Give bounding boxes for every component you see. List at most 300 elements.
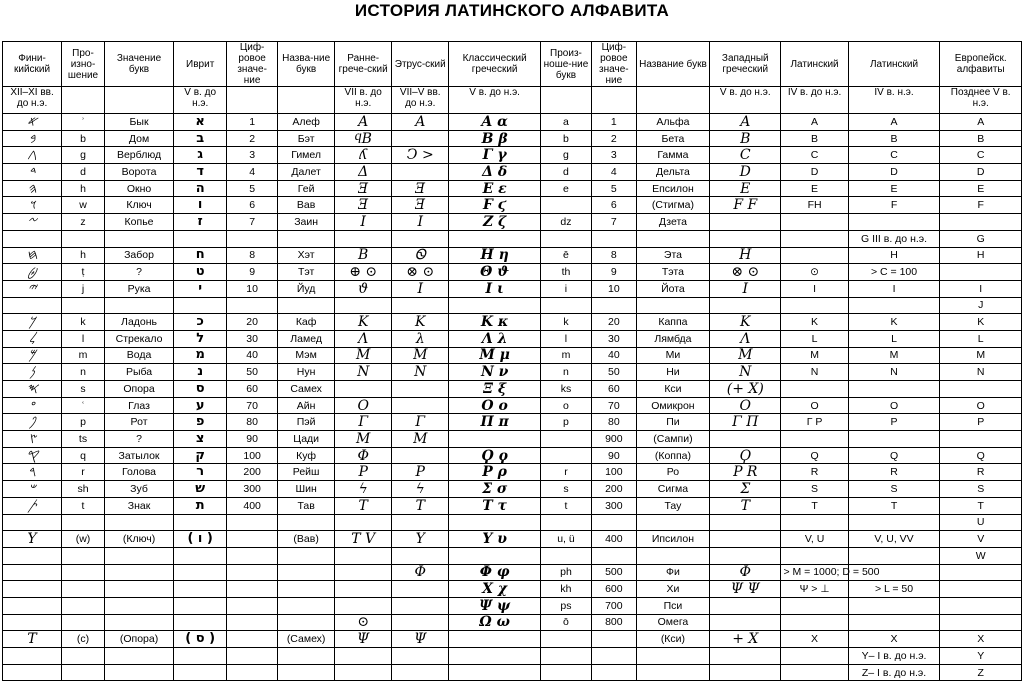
table-row: [3, 197, 1022, 214]
table-cell: 80: [227, 414, 278, 431]
table-cell: [3, 597, 62, 614]
table-cell: 100: [591, 464, 636, 481]
table-cell: 𐤃: [3, 164, 62, 181]
table-cell: B: [710, 130, 781, 147]
table-cell: Гамма: [636, 147, 709, 164]
table-cell: [104, 581, 173, 598]
table-cell: Бык: [104, 114, 173, 131]
table-cell: N: [392, 364, 449, 381]
table-cell: Ↄ >: [392, 147, 449, 164]
column-header: Ранне-грече-ский: [335, 42, 392, 87]
table-cell: G III в. до н.э.: [848, 230, 940, 247]
table-cell: Γ Π: [710, 414, 781, 431]
table-cell: Эта: [636, 247, 709, 264]
table-cell: [3, 564, 62, 581]
table-cell: [710, 664, 781, 681]
table-cell: [449, 431, 541, 448]
table-cell: H: [940, 247, 1022, 264]
table-cell: Ǝ: [392, 197, 449, 214]
table-cell: Каппа: [636, 314, 709, 331]
table-cell: I: [940, 280, 1022, 297]
table-cell: [278, 597, 335, 614]
table-cell: ?: [104, 264, 173, 281]
column-subheader: IV в. до н.э.: [781, 87, 848, 114]
table-cell: m: [540, 347, 591, 364]
table-cell: (Самех): [278, 631, 335, 648]
table-cell: dz: [540, 214, 591, 231]
table-cell: 𐤉: [3, 280, 62, 297]
column-subheader: [227, 87, 278, 114]
table-cell: T: [710, 497, 781, 514]
table-cell: [781, 431, 848, 448]
table-cell: C: [781, 147, 848, 164]
table-cell: [174, 230, 227, 247]
table-cell: Фи: [636, 564, 709, 581]
table-cell: [710, 230, 781, 247]
column-subheader: Позднее V в. н.э.: [940, 87, 1022, 114]
table-cell: Λ λ: [449, 330, 541, 347]
table-cell: [636, 514, 709, 531]
table-cell: Куф: [278, 447, 335, 464]
table-cell: ⊗ ⊙: [392, 264, 449, 281]
table-cell: [335, 648, 392, 665]
table-cell: [3, 297, 62, 314]
table-cell: > M = 1000; D = 500: [781, 564, 848, 581]
table-cell: I: [848, 280, 940, 297]
table-cell: Дом: [104, 130, 173, 147]
table-cell: o: [540, 397, 591, 414]
table-cell: A: [848, 114, 940, 131]
table-cell: D: [710, 164, 781, 181]
table-row: [3, 531, 1022, 548]
table-cell: [591, 547, 636, 564]
table-cell: Δ: [335, 164, 392, 181]
table-cell: 𐤓: [3, 464, 62, 481]
table-cell: 200: [591, 481, 636, 498]
table-cell: T V: [335, 531, 392, 548]
table-cell: 70: [591, 397, 636, 414]
table-cell: Φ φ: [449, 564, 541, 581]
table-cell: פ: [174, 414, 227, 431]
table-cell: [227, 564, 278, 581]
table-row: [3, 280, 1022, 297]
table-cell: Ǝ: [392, 180, 449, 197]
table-cell: T: [392, 497, 449, 514]
table-cell: λ: [392, 330, 449, 347]
table-row: [3, 330, 1022, 347]
table-cell: [104, 614, 173, 631]
table-cell: [392, 547, 449, 564]
table-cell: 3: [227, 147, 278, 164]
table-cell: V, U, VV: [848, 531, 940, 548]
table-cell: [174, 514, 227, 531]
table-cell: Йуд: [278, 280, 335, 297]
table-cell: ז: [174, 214, 227, 231]
table-cell: [392, 614, 449, 631]
table-cell: 2: [591, 130, 636, 147]
table-cell: [540, 297, 591, 314]
table-cell: [848, 297, 940, 314]
table-cell: K: [848, 314, 940, 331]
table-cell: [278, 297, 335, 314]
table-cell: ס: [174, 381, 227, 398]
table-cell: ר: [174, 464, 227, 481]
table-cell: [940, 597, 1022, 614]
column-header: Европейск. алфавиты: [940, 42, 1022, 87]
table-cell: [848, 381, 940, 398]
table-cell: d: [540, 164, 591, 181]
table-cell: [540, 230, 591, 247]
table-cell: K: [392, 314, 449, 331]
table-cell: 90: [591, 447, 636, 464]
table-cell: Υ υ: [449, 531, 541, 548]
table-cell: 70: [227, 397, 278, 414]
table-cell: Λ: [335, 330, 392, 347]
table-row: [3, 247, 1022, 264]
table-cell: 𐤆: [3, 214, 62, 231]
table-cell: i: [540, 280, 591, 297]
table-cell: ϥB: [335, 130, 392, 147]
column-header: Фини-кийский: [3, 42, 62, 87]
column-subheader: IV в. н.э.: [848, 87, 940, 114]
table-cell: [449, 631, 541, 648]
table-cell: [591, 230, 636, 247]
table-cell: [62, 597, 105, 614]
table-cell: Сигма: [636, 481, 709, 498]
table-cell: ?: [104, 431, 173, 448]
table-cell: Ζ ζ: [449, 214, 541, 231]
table-cell: Бета: [636, 130, 709, 147]
table-cell: [104, 597, 173, 614]
table-cell: [449, 648, 541, 665]
table-cell: Φ: [710, 564, 781, 581]
table-cell: [449, 547, 541, 564]
table-cell: 10: [591, 280, 636, 297]
table-cell: b: [62, 130, 105, 147]
table-cell: Хи: [636, 581, 709, 598]
table-row: [3, 397, 1022, 414]
table-cell: [104, 230, 173, 247]
table-cell: R: [781, 464, 848, 481]
table-cell: [174, 581, 227, 598]
table-cell: [335, 230, 392, 247]
column-subheader: [62, 87, 105, 114]
table-cell: Гей: [278, 180, 335, 197]
table-cell: M: [392, 347, 449, 364]
table-cell: B: [848, 130, 940, 147]
table-cell: Γ P: [781, 414, 848, 431]
table-cell: [227, 514, 278, 531]
table-cell: 30: [227, 330, 278, 347]
table-cell: b: [540, 130, 591, 147]
column-subheader: VII–V вв. до н.э.: [392, 87, 449, 114]
table-cell: E: [710, 180, 781, 197]
table-cell: Α α: [449, 114, 541, 131]
table-cell: M: [335, 431, 392, 448]
table-cell: [3, 547, 62, 564]
table-cell: [392, 397, 449, 414]
table-cell: Нун: [278, 364, 335, 381]
table-cell: FH: [781, 197, 848, 214]
column-subheader: V в. до н.э.: [174, 87, 227, 114]
table-cell: Ладонь: [104, 314, 173, 331]
table-cell: Ǝ: [335, 197, 392, 214]
table-cell: n: [540, 364, 591, 381]
table-cell: [62, 297, 105, 314]
table-cell: [940, 564, 1022, 581]
table-cell: א: [174, 114, 227, 131]
table-cell: [104, 648, 173, 665]
table-cell: Γ: [392, 414, 449, 431]
table-cell: Ипсилон: [636, 531, 709, 548]
table-cell: 8: [591, 247, 636, 264]
table-cell: Ξ ξ: [449, 381, 541, 398]
table-cell: Ψ: [392, 631, 449, 648]
table-cell: 𐤐: [3, 414, 62, 431]
table-row: [3, 314, 1022, 331]
table-cell: [62, 547, 105, 564]
table-cell: C: [940, 147, 1022, 164]
table-cell: a: [540, 114, 591, 131]
table-cell: C: [710, 147, 781, 164]
table-cell: [392, 597, 449, 614]
table-cell: [940, 614, 1022, 631]
table-cell: Дзета: [636, 214, 709, 231]
table-cell: 60: [591, 381, 636, 398]
table-cell: ש: [174, 481, 227, 498]
table-cell: E: [940, 180, 1022, 197]
table-cell: י: [174, 280, 227, 297]
table-cell: 90: [227, 431, 278, 448]
table-cell: 𐤄: [3, 180, 62, 197]
table-cell: Κ κ: [449, 314, 541, 331]
table-cell: 300: [227, 481, 278, 498]
table-cell: N: [335, 364, 392, 381]
table-cell: 40: [227, 347, 278, 364]
table-row: [3, 147, 1022, 164]
table-cell: s: [540, 481, 591, 498]
table-cell: [540, 197, 591, 214]
table-cell: [3, 581, 62, 598]
table-cell: Ламед: [278, 330, 335, 347]
table-cell: M: [781, 347, 848, 364]
table-cell: Епсилон: [636, 180, 709, 197]
table-cell: [848, 514, 940, 531]
table-cell: [104, 547, 173, 564]
table-cell: ϟ: [335, 481, 392, 498]
table-cell: ל: [174, 330, 227, 347]
table-cell: [710, 214, 781, 231]
column-header: Назва-ние букв: [278, 42, 335, 87]
table-cell: Ни: [636, 364, 709, 381]
table-cell: Ϝ ϛ: [449, 197, 541, 214]
table-row: [3, 364, 1022, 381]
table-cell: ⊗ ⊙: [710, 264, 781, 281]
table-cell: O: [781, 397, 848, 414]
table-row: [3, 297, 1022, 314]
table-cell: ϟ: [392, 481, 449, 498]
table-cell: 𐤑: [3, 431, 62, 448]
table-cell: [940, 431, 1022, 448]
table-cell: [710, 547, 781, 564]
table-cell: 5: [227, 180, 278, 197]
table-cell: (w): [62, 531, 105, 548]
table-cell: ⊕ ⊙: [335, 264, 392, 281]
table-cell: Стрекало: [104, 330, 173, 347]
table-cell: Β β: [449, 130, 541, 147]
table-cell: r: [62, 464, 105, 481]
table-cell: [636, 230, 709, 247]
column-header: Циф-ровое значе-ние: [227, 42, 278, 87]
table-cell: 40: [591, 347, 636, 364]
table-cell: [3, 648, 62, 665]
table-cell: [227, 297, 278, 314]
table-cell: 𐤅: [3, 197, 62, 214]
table-cell: 𐤈: [3, 264, 62, 281]
table-cell: + X: [710, 631, 781, 648]
table-cell: F F: [710, 197, 781, 214]
table-cell: [848, 614, 940, 631]
table-cell: 4: [227, 164, 278, 181]
table-row: [3, 414, 1022, 431]
table-cell: H: [848, 247, 940, 264]
table-cell: q: [62, 447, 105, 464]
table-cell: [940, 264, 1022, 281]
table-row: [3, 381, 1022, 398]
table-cell: X: [781, 631, 848, 648]
table-cell: [392, 130, 449, 147]
table-cell: Γ: [335, 414, 392, 431]
table-cell: A: [940, 114, 1022, 131]
table-row: [3, 497, 1022, 514]
table-cell: 400: [227, 497, 278, 514]
table-cell: E: [781, 180, 848, 197]
table-cell: Q: [848, 447, 940, 464]
table-cell: Φ: [392, 564, 449, 581]
table-row: [3, 648, 1022, 665]
table-cell: [335, 514, 392, 531]
table-cell: 500: [591, 564, 636, 581]
table-cell: [174, 648, 227, 665]
table-cell: 20: [227, 314, 278, 331]
table-cell: Τ τ: [449, 497, 541, 514]
table-cell: [104, 564, 173, 581]
table-cell: S: [781, 481, 848, 498]
table-cell: [591, 648, 636, 665]
table-cell: T: [781, 497, 848, 514]
table-cell: Заин: [278, 214, 335, 231]
table-cell: [636, 648, 709, 665]
table-cell: Хэт: [278, 247, 335, 264]
table-cell: [335, 297, 392, 314]
table-cell: L: [848, 330, 940, 347]
column-header: Западный греческий: [710, 42, 781, 87]
table-row: [3, 114, 1022, 131]
table-cell: T: [848, 497, 940, 514]
table-cell: [3, 664, 62, 681]
table-cell: ק: [174, 447, 227, 464]
table-cell: [174, 597, 227, 614]
table-cell: 60: [227, 381, 278, 398]
table-cell: K: [940, 314, 1022, 331]
table-cell: [392, 581, 449, 598]
table-cell: ʿ: [62, 397, 105, 414]
table-cell: Z– I в. до н.э.: [848, 664, 940, 681]
table-cell: z: [62, 214, 105, 231]
table-cell: [710, 431, 781, 448]
table-cell: [335, 597, 392, 614]
table-cell: [278, 514, 335, 531]
table-cell: l: [540, 330, 591, 347]
table-cell: (Вав): [278, 531, 335, 548]
table-cell: 6: [591, 197, 636, 214]
table-cell: 5: [591, 180, 636, 197]
table-cell: B: [940, 130, 1022, 147]
table-cell: [62, 581, 105, 598]
table-cell: ת: [174, 497, 227, 514]
table-cell: 9: [227, 264, 278, 281]
table-cell: Χ χ: [449, 581, 541, 598]
table-cell: [781, 230, 848, 247]
table-cell: h: [62, 180, 105, 197]
table-row: [3, 597, 1022, 614]
table-cell: h: [62, 247, 105, 264]
table-cell: [392, 297, 449, 314]
table-cell: [848, 431, 940, 448]
table-cell: Знак: [104, 497, 173, 514]
table-cell: T: [3, 631, 62, 648]
table-cell: [227, 614, 278, 631]
table-cell: [540, 431, 591, 448]
table-cell: [62, 564, 105, 581]
table-cell: [636, 664, 709, 681]
table-cell: [940, 581, 1022, 598]
table-cell: Ми: [636, 347, 709, 364]
table-cell: ט: [174, 264, 227, 281]
table-cell: Y: [940, 648, 1022, 665]
table-cell: M: [848, 347, 940, 364]
column-header: Латинский: [781, 42, 848, 87]
table-cell: [781, 614, 848, 631]
table-cell: [710, 297, 781, 314]
table-cell: [710, 614, 781, 631]
table-cell: Кси: [636, 381, 709, 398]
table-cell: e: [540, 180, 591, 197]
table-cell: [540, 447, 591, 464]
table-cell: מ: [174, 347, 227, 364]
table-cell: 100: [227, 447, 278, 464]
table-cell: ח: [174, 247, 227, 264]
table-cell: X: [848, 631, 940, 648]
table-cell: [3, 230, 62, 247]
table-cell: F: [848, 197, 940, 214]
table-cell: K: [781, 314, 848, 331]
table-cell: [335, 564, 392, 581]
table-cell: [227, 597, 278, 614]
table-cell: [278, 581, 335, 598]
column-header: Циф-ровое значе-ние: [591, 42, 636, 87]
table-row: [3, 631, 1022, 648]
table-cell: Ψ: [335, 631, 392, 648]
column-header: Классический греческий: [449, 42, 541, 87]
table-cell: [278, 547, 335, 564]
table-cell: [227, 664, 278, 681]
table-cell: p: [540, 414, 591, 431]
table-cell: [710, 597, 781, 614]
table-cell: [636, 297, 709, 314]
table-cell: Опора: [104, 381, 173, 398]
table-cell: Вав: [278, 197, 335, 214]
